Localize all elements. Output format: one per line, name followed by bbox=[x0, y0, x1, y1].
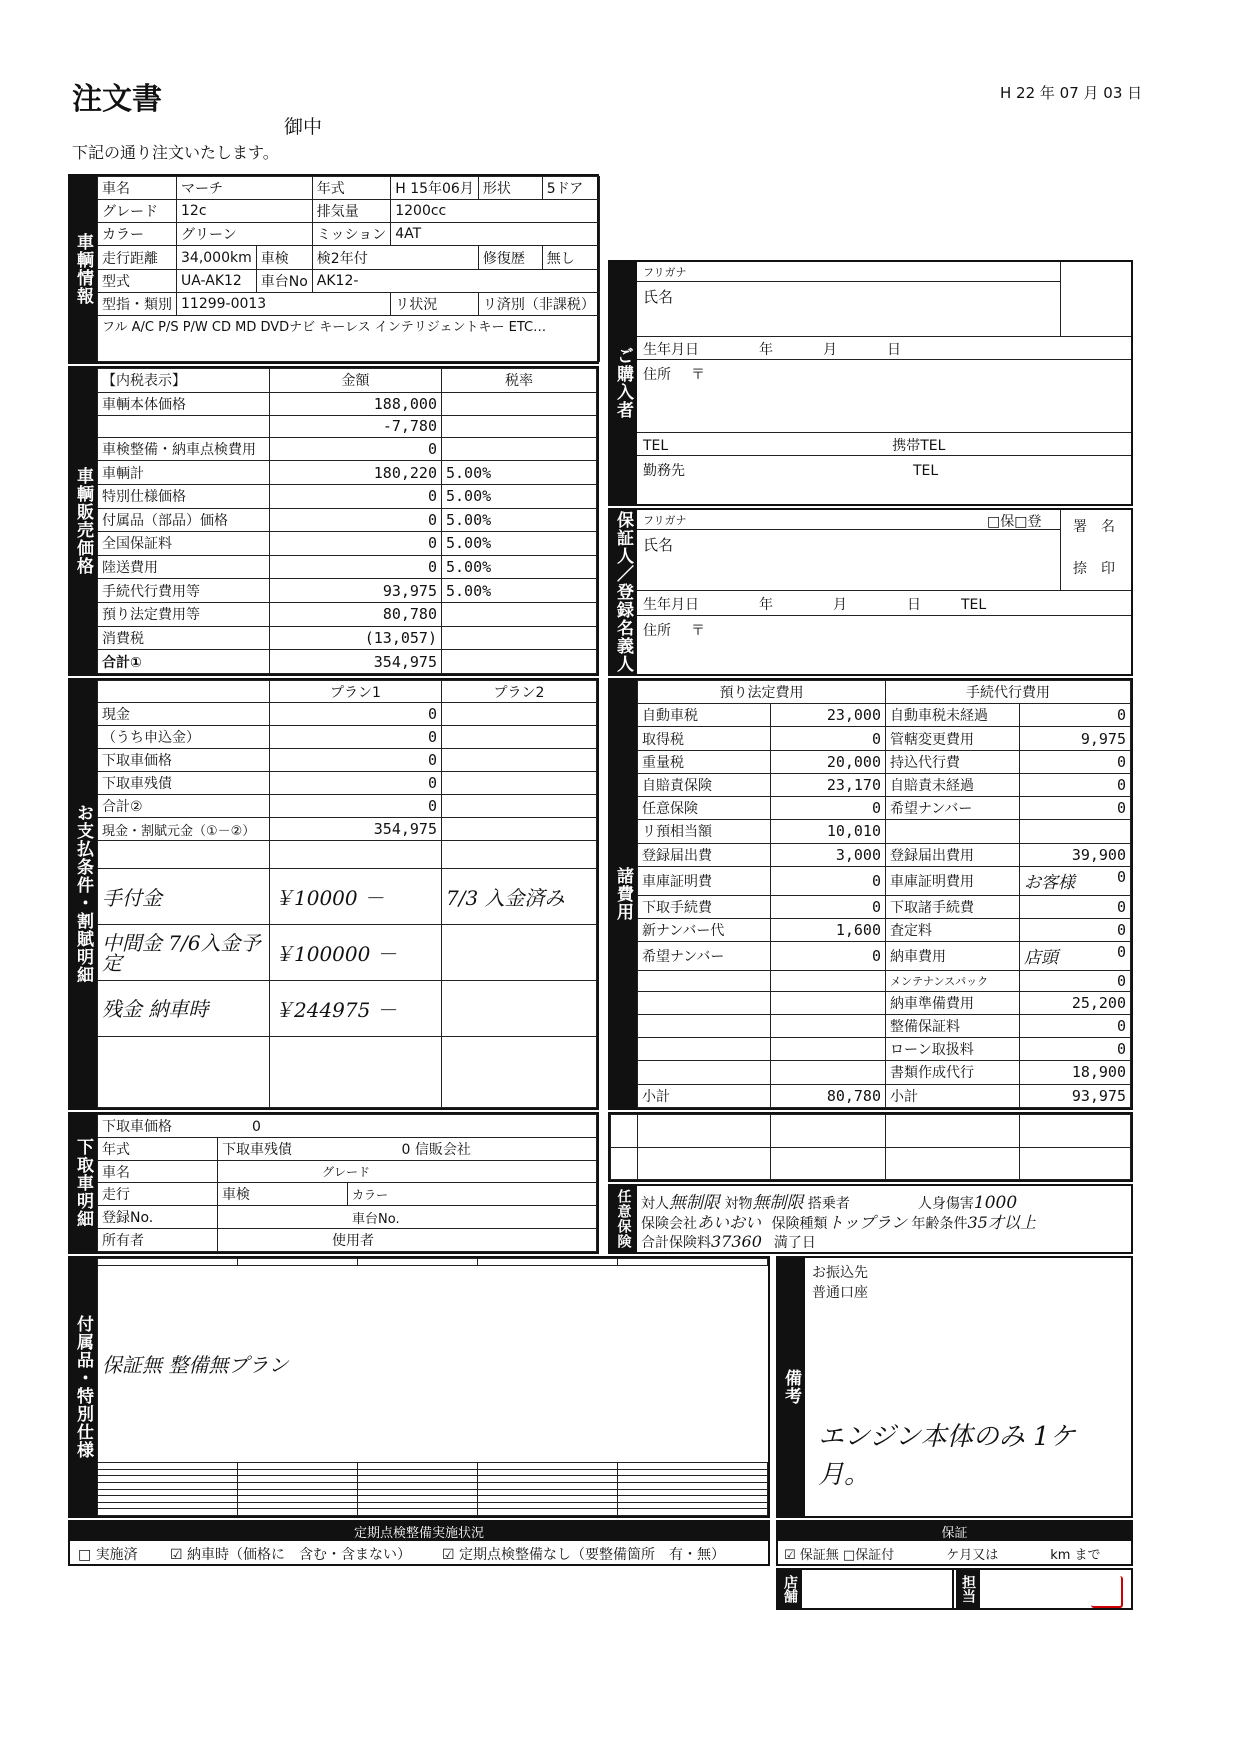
value: 4AT bbox=[391, 223, 600, 246]
value: 34,000km bbox=[177, 246, 257, 269]
fee-amount: 0 bbox=[771, 895, 886, 918]
vehicle-options: フル A/C P/S P/W CD MD DVDナビ キーレス インテリジェントキー ETC… bbox=[98, 316, 600, 362]
row-label: 合計① bbox=[98, 650, 270, 674]
work-row bbox=[637, 456, 1131, 504]
row-label: 手続代行費用等 bbox=[98, 579, 270, 603]
label: 対人 bbox=[641, 1196, 669, 1212]
value: 0 bbox=[401, 1141, 411, 1158]
fee-amount: 18,900 bbox=[1020, 1061, 1131, 1084]
fee-label: 取得税 bbox=[638, 727, 771, 750]
address-row bbox=[637, 360, 1131, 432]
handwritten-note: 中間金 7/6入金予定 bbox=[98, 925, 270, 981]
section-label: 保証人／登録名義人 bbox=[610, 510, 637, 674]
fee-label: 下取諸手続費 bbox=[886, 895, 1020, 918]
label: 所有者 bbox=[98, 1229, 218, 1252]
fee-amount: 0 bbox=[1020, 895, 1131, 918]
fee-amount bbox=[771, 1014, 886, 1037]
intro-text: 下記の通り注文いたします。 bbox=[72, 143, 279, 162]
row-label: 陸送費用 bbox=[98, 555, 270, 579]
fee-label bbox=[638, 1061, 771, 1084]
value: マーチ bbox=[177, 177, 313, 200]
divider bbox=[952, 1570, 954, 1608]
rate: 5.00% bbox=[442, 461, 597, 485]
label: 走行 bbox=[98, 1183, 218, 1206]
header: 金額 bbox=[270, 369, 442, 393]
row-label: 特別仕様価格 bbox=[98, 484, 270, 508]
fee-amount: 10,010 bbox=[771, 820, 886, 843]
fee-amount bbox=[771, 991, 886, 1014]
fee-label: 自動車税未経過 bbox=[886, 704, 1020, 727]
row-label: 下取車価格 bbox=[98, 749, 270, 772]
label: 日 bbox=[907, 597, 921, 613]
fee-label: 持込代行費 bbox=[886, 750, 1020, 773]
label: 満了日 bbox=[773, 1235, 816, 1251]
handwritten-note: 保証無 整備無プラン bbox=[98, 1265, 768, 1463]
trade-in-table bbox=[97, 1114, 597, 1252]
fee-label: 納車費用 bbox=[886, 941, 1020, 970]
fee-label bbox=[886, 820, 1020, 843]
label: 年式 bbox=[98, 1137, 218, 1160]
handwritten-note: 無制限 bbox=[669, 1193, 720, 1213]
row-label: 全国保証料 bbox=[98, 532, 270, 556]
rate bbox=[442, 650, 597, 674]
label: TEL bbox=[961, 597, 987, 613]
fee-label: 車庫証明費 bbox=[638, 866, 771, 895]
section-label: 車輌情報 bbox=[70, 176, 97, 362]
label: 修復歴 bbox=[478, 246, 542, 269]
fee-amount: 23,000 bbox=[771, 704, 886, 727]
fee-amount bbox=[771, 1038, 886, 1061]
amount: 80,780 bbox=[270, 603, 442, 627]
fee-label: メンテナンスパック bbox=[886, 970, 1020, 991]
row-label: 付属品（部品）価格 bbox=[98, 508, 270, 532]
remarks-section bbox=[776, 1256, 1133, 1518]
section-label: 下取車明細 bbox=[70, 1114, 97, 1252]
guarantor-section bbox=[608, 508, 1133, 676]
label: カラー bbox=[98, 223, 177, 246]
subtotal-label: 小計 bbox=[638, 1084, 771, 1107]
amount: 180,220 bbox=[270, 461, 442, 485]
fee-amount: 25,200 bbox=[1020, 991, 1131, 1014]
value: UA-AK12 bbox=[177, 269, 257, 292]
rate: 5.00% bbox=[442, 579, 597, 603]
label: 年式 bbox=[312, 177, 390, 200]
fee-label: 重量税 bbox=[638, 750, 771, 773]
fee-label: 管轄変更費用 bbox=[886, 727, 1020, 750]
label: 〒 bbox=[691, 367, 705, 383]
subtotal-label: 小計 bbox=[886, 1084, 1020, 1107]
inspection-delivery[interactable]: ☑ 納車時（価格に 含む・含まない） bbox=[170, 1547, 411, 1563]
handwritten-note: 手付金 bbox=[98, 869, 270, 925]
fee-amount: 3,000 bbox=[771, 843, 886, 866]
handwritten-note: ￥244975 － bbox=[270, 981, 442, 1037]
value: リ済別（非課税） bbox=[478, 292, 599, 315]
page-title: 注文書 bbox=[72, 82, 162, 117]
fee-label: 整備保証料 bbox=[886, 1014, 1020, 1037]
accessory-grid bbox=[97, 1258, 768, 1516]
row-label: 合計② bbox=[98, 795, 270, 818]
fee-label: 登録届出費用 bbox=[886, 843, 1020, 866]
amount: 0 bbox=[270, 749, 442, 772]
label: フリガナ bbox=[637, 262, 1061, 282]
recipient-suffix: 御中 bbox=[284, 116, 323, 138]
sales-table bbox=[97, 368, 597, 674]
label: 信販会社 bbox=[414, 1141, 471, 1158]
header: 【内税表示】 bbox=[98, 369, 270, 393]
fee-amount bbox=[771, 1061, 886, 1084]
insurance-row-3 bbox=[641, 1232, 816, 1252]
label: 下取車価格 bbox=[102, 1118, 172, 1135]
rate: 5.00% bbox=[442, 555, 597, 579]
label: TEL bbox=[643, 438, 669, 454]
label: 保険種類 bbox=[771, 1216, 828, 1232]
handwritten-note: 35才以上 bbox=[967, 1213, 1036, 1232]
label: 車名 bbox=[98, 1160, 218, 1183]
amount: 188,000 bbox=[270, 392, 442, 416]
label: グレード bbox=[98, 200, 177, 223]
staff-label: 担当 bbox=[956, 1570, 980, 1608]
fee-amount: 0 bbox=[771, 797, 886, 820]
label: 合計保険料 bbox=[641, 1235, 711, 1251]
fee-amount: 20,000 bbox=[771, 750, 886, 773]
handwritten-note: 1000 bbox=[973, 1193, 1018, 1213]
fees-section bbox=[608, 678, 1133, 1110]
row-label: 車検整備・納車点検費用 bbox=[98, 437, 270, 461]
label: 排気量 bbox=[312, 200, 390, 223]
amount: 0 bbox=[270, 484, 442, 508]
vehicle-table bbox=[97, 176, 600, 362]
fee-amount: 0 bbox=[1020, 797, 1131, 820]
row-label: （うち申込金） bbox=[98, 726, 270, 749]
inspection-section bbox=[68, 1520, 770, 1566]
address-row bbox=[637, 616, 1131, 674]
fee-label: リ預相当額 bbox=[638, 820, 771, 843]
warranty-title: 保証 bbox=[778, 1522, 1131, 1541]
subtotal-amount: 80,780 bbox=[771, 1084, 886, 1107]
amount: 0 bbox=[270, 437, 442, 461]
value: 5ドア bbox=[542, 177, 599, 200]
section-label: 諸費用 bbox=[610, 680, 637, 1108]
amount: 0 bbox=[270, 795, 442, 818]
label: 形状 bbox=[478, 177, 542, 200]
rate: 5.00% bbox=[442, 508, 597, 532]
fee-label: 新ナンバー代 bbox=[638, 918, 771, 941]
label: 車台No. bbox=[218, 1206, 597, 1229]
handwritten-note: 無制限 bbox=[752, 1193, 804, 1213]
section-label: 付属品・特別仕様 bbox=[70, 1258, 97, 1516]
fee-amount: 0 bbox=[1020, 704, 1131, 727]
fee-label bbox=[638, 1014, 771, 1037]
label: 型式 bbox=[98, 269, 177, 292]
value: 0 bbox=[252, 1118, 261, 1135]
section-label: ご購入者 bbox=[610, 262, 637, 504]
amount: 0 bbox=[270, 726, 442, 749]
fee-label: 自賠責保険 bbox=[638, 773, 771, 796]
account-type: 普通口座 bbox=[812, 1285, 868, 1301]
subtotal-amount: 93,975 bbox=[1020, 1084, 1131, 1107]
label: 下取車残債 bbox=[222, 1141, 292, 1158]
label: 氏名 bbox=[637, 530, 1061, 590]
sign-label: 署 名 bbox=[1073, 519, 1115, 535]
row-label: 下取車残債 bbox=[98, 772, 270, 795]
fee-label bbox=[638, 1038, 771, 1061]
label: 車台No bbox=[256, 269, 312, 292]
row-label: 現金 bbox=[98, 703, 270, 726]
fee-label: 希望ナンバー bbox=[638, 941, 771, 970]
fee-amount: 0 bbox=[1020, 773, 1131, 796]
handwritten-note: あいおい bbox=[697, 1213, 762, 1232]
label: 使用者 bbox=[218, 1229, 597, 1252]
fee-amount: 0 bbox=[771, 866, 886, 895]
payment-table bbox=[97, 680, 597, 1108]
label: 日 bbox=[887, 342, 901, 358]
buyer-section bbox=[608, 260, 1133, 506]
trade-in-section bbox=[68, 1112, 599, 1254]
label: 登録No. bbox=[98, 1206, 218, 1229]
fee-amount: 0 bbox=[1020, 918, 1131, 941]
label: 対物 bbox=[724, 1196, 753, 1212]
label: 住所 bbox=[643, 367, 671, 383]
label: 勤務先 bbox=[643, 463, 685, 479]
handwritten-note: お客様 bbox=[1024, 873, 1075, 894]
accessory-section bbox=[68, 1256, 770, 1518]
fee-amount: 0 bbox=[1020, 1038, 1131, 1061]
handwritten-note: 店頭 bbox=[1024, 948, 1058, 969]
seal-label: 捺 印 bbox=[1073, 561, 1115, 577]
fee-label: 登録届出費 bbox=[638, 843, 771, 866]
label: 車名 bbox=[98, 177, 177, 200]
vehicle-info-section bbox=[68, 174, 599, 364]
value: グリーン bbox=[177, 223, 313, 246]
warranty-section bbox=[776, 1520, 1133, 1566]
row-label: 車輌本体価格 bbox=[98, 392, 270, 416]
value: AK12- bbox=[312, 269, 599, 292]
fee-label bbox=[638, 970, 771, 991]
rate bbox=[442, 603, 597, 627]
payment-section bbox=[68, 678, 599, 1110]
amount: 0 bbox=[270, 532, 442, 556]
label: 保険会社 bbox=[641, 1216, 697, 1232]
label: 年 bbox=[759, 342, 773, 358]
handwritten-note: ￥100000 － bbox=[270, 925, 442, 981]
handwritten-note: 残金 納車時 bbox=[98, 981, 270, 1037]
guarantor-check[interactable]: □保□登 bbox=[987, 514, 1042, 530]
row-label: 消費税 bbox=[98, 626, 270, 650]
label: 車検 bbox=[256, 246, 312, 269]
value: 12c bbox=[177, 200, 313, 223]
header: プラン2 bbox=[442, 681, 597, 703]
header: プラン1 bbox=[270, 681, 442, 703]
rate: 5.00% bbox=[442, 484, 597, 508]
label: 生年月日 bbox=[643, 342, 699, 358]
fee-amount: 9,975 bbox=[1020, 727, 1131, 750]
fee-label: 車庫証明費用 bbox=[886, 866, 1020, 895]
amount: 0 bbox=[270, 508, 442, 532]
handwritten-note: 7/3 入金済み bbox=[442, 869, 597, 925]
store-staff-section bbox=[776, 1568, 1133, 1610]
rate bbox=[442, 626, 597, 650]
label: カラー bbox=[348, 1183, 597, 1206]
label: 〒 bbox=[691, 623, 705, 639]
handwritten-note: ￥10000 － bbox=[270, 869, 442, 925]
label: 携帯TEL bbox=[892, 438, 946, 454]
label: 車検 bbox=[218, 1183, 348, 1206]
inspection-done[interactable]: □ 実施済 bbox=[78, 1547, 138, 1563]
fee-amount bbox=[1020, 820, 1131, 843]
fee-label: 任意保険 bbox=[638, 797, 771, 820]
amount: -7,780 bbox=[270, 416, 442, 437]
rate bbox=[442, 416, 597, 437]
inspection-none[interactable]: ☑ 定期点検整備なし（要整備箇所 有・無） bbox=[442, 1547, 725, 1563]
label: 人身傷害 bbox=[917, 1196, 974, 1212]
bank-label: お振込先 bbox=[812, 1265, 868, 1281]
warranty-text[interactable]: ☑ 保証無 □保証付 ケ月又は km まで bbox=[784, 1548, 1101, 1563]
insurance-section bbox=[608, 1184, 1133, 1254]
fees-table bbox=[637, 680, 1131, 1108]
value: 検2年付 bbox=[312, 246, 478, 269]
label: 型指・類別 bbox=[98, 292, 177, 315]
sales-price-section bbox=[68, 366, 599, 676]
value: 無し bbox=[542, 246, 599, 269]
amount: (13,057) bbox=[270, 626, 442, 650]
amount: 354,975 bbox=[270, 650, 442, 674]
fee-amount: 0 bbox=[1020, 750, 1131, 773]
insurance-row-2 bbox=[641, 1210, 1036, 1233]
amount: 354,975 bbox=[270, 818, 442, 841]
label: 住所 bbox=[643, 623, 671, 639]
fee-amount: 0 bbox=[1020, 1014, 1131, 1037]
label: 氏名 bbox=[637, 282, 1061, 336]
handwritten-note: エンジン本体のみ 1ケ月。 bbox=[818, 1422, 1076, 1490]
label: 年齢条件 bbox=[911, 1216, 968, 1232]
fee-amount: 0 bbox=[1020, 970, 1131, 991]
section-label: 車輌販売価格 bbox=[70, 368, 97, 674]
label: 月 bbox=[823, 342, 837, 358]
amount: 0 bbox=[270, 555, 442, 579]
fee-label bbox=[638, 991, 771, 1014]
row-label: 車輌計 bbox=[98, 461, 270, 485]
seal-stamp bbox=[1091, 1576, 1123, 1608]
fee-amount: 0 bbox=[771, 727, 886, 750]
fee-label: 希望ナンバー bbox=[886, 797, 1020, 820]
label: TEL bbox=[913, 463, 939, 479]
fee-amount: 0 bbox=[1116, 868, 1126, 887]
inspection-title: 定期点検整備実施状況 bbox=[70, 1522, 768, 1541]
blank-table bbox=[610, 1114, 1131, 1180]
handwritten-note: 37360 bbox=[711, 1232, 762, 1251]
section-label: 任意保険 bbox=[610, 1186, 637, 1252]
amount: 93,975 bbox=[270, 579, 442, 603]
fee-amount: 0 bbox=[771, 941, 886, 970]
birth-row bbox=[637, 336, 1131, 360]
label: 年 bbox=[759, 597, 773, 613]
label: リ状況 bbox=[391, 292, 479, 315]
row-label: 預り法定費用等 bbox=[98, 603, 270, 627]
fee-amount bbox=[771, 970, 886, 991]
header: 税率 bbox=[442, 369, 597, 393]
section-label: お支払条件・割賦明細 bbox=[70, 680, 97, 1108]
fee-label: 納車準備費用 bbox=[886, 991, 1020, 1014]
fee-label: ローン取扱料 bbox=[886, 1038, 1020, 1061]
store-label: 店舗 bbox=[778, 1570, 802, 1608]
row-label bbox=[98, 416, 270, 437]
tel-row bbox=[637, 432, 1131, 456]
fee-amount: 39,900 bbox=[1020, 843, 1131, 866]
handwritten-note: トップラン bbox=[827, 1213, 907, 1232]
label: 搭乗者 bbox=[807, 1196, 850, 1212]
header: 預り法定費用 bbox=[638, 681, 886, 704]
fee-label: 自動車税 bbox=[638, 704, 771, 727]
fee-amount: 1,600 bbox=[771, 918, 886, 941]
fee-label: 自賠責未経過 bbox=[886, 773, 1020, 796]
value: 11299-0013 bbox=[177, 292, 391, 315]
fee-label: 書類作成代行 bbox=[886, 1061, 1020, 1084]
label: グレード bbox=[322, 1165, 371, 1180]
row-label: 現金・割賦元金（①－②） bbox=[98, 818, 270, 841]
amount: 0 bbox=[270, 703, 442, 726]
fee-amount: 23,170 bbox=[771, 773, 886, 796]
label: 月 bbox=[833, 597, 847, 613]
order-date: H 22 年 07 月 03 日 bbox=[1000, 84, 1143, 102]
label: フリガナ bbox=[637, 510, 1061, 530]
fee-label: 下取手続費 bbox=[638, 895, 771, 918]
section-label: 備考 bbox=[778, 1258, 805, 1516]
rate: 5.00% bbox=[442, 532, 597, 556]
rate bbox=[442, 392, 597, 416]
amount: 0 bbox=[270, 772, 442, 795]
value: 1200cc bbox=[391, 200, 600, 223]
fees-blank-grid bbox=[608, 1112, 1133, 1182]
label: ミッション bbox=[312, 223, 390, 246]
label: 走行距離 bbox=[98, 246, 177, 269]
label: 生年月日 bbox=[643, 597, 699, 613]
rate bbox=[442, 437, 597, 461]
fee-amount: 0 bbox=[1116, 943, 1126, 962]
birth-row bbox=[637, 590, 1131, 616]
fee-label: 査定料 bbox=[886, 918, 1020, 941]
header: 手続代行費用 bbox=[886, 681, 1131, 704]
value: H 15年06月 bbox=[391, 177, 479, 200]
